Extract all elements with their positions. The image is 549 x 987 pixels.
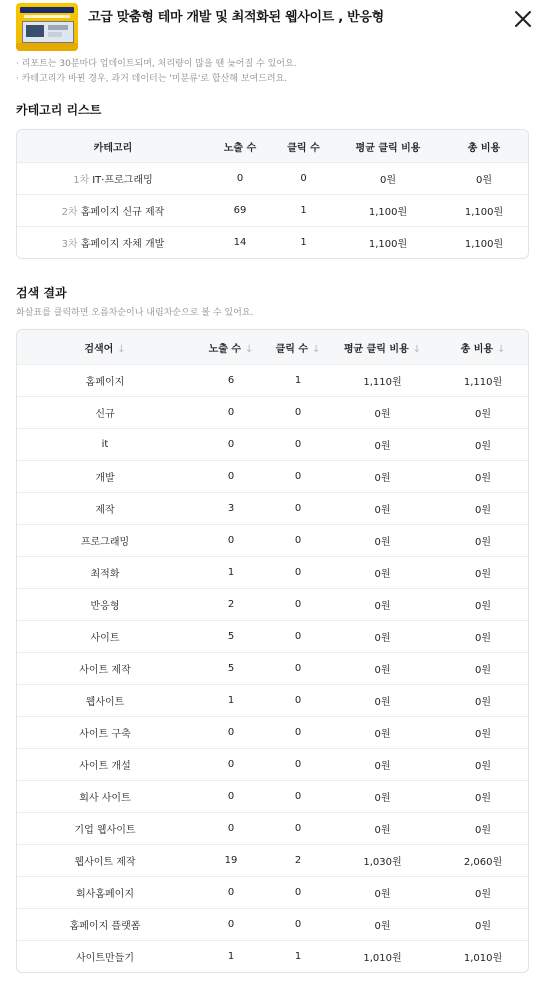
avg-cpc-cell: 0원	[374, 793, 391, 804]
sort-arrow-icon[interactable]: ↓	[497, 343, 506, 355]
avg-cpc-cell: 1,110원	[363, 377, 402, 388]
column-header-label: 평균 클릭 비용	[343, 343, 409, 355]
table-row	[17, 748, 528, 780]
avg-cpc-cell: 0원	[379, 175, 397, 186]
table-header-row	[17, 130, 528, 162]
impressions-cell: 2	[227, 599, 235, 610]
keyword-cell: 기업 웹사이트	[74, 825, 136, 836]
table-row	[17, 908, 528, 940]
total-cost-cell: 0원	[474, 601, 492, 612]
impressions-cell: 69	[233, 205, 247, 216]
impressions-cell: 0	[227, 791, 235, 802]
total-cost-cell: 0원	[474, 889, 492, 900]
clicks-cell: 0	[294, 919, 302, 930]
total-cost-cell: 0원	[474, 409, 492, 420]
report-header	[16, 3, 533, 51]
category-name: 홈페이지 자체 개발	[80, 239, 165, 250]
table-row	[17, 226, 528, 258]
note-line: · 카테고리가 바뀐 경우, 과거 데이터는 '미분류'로 합산해 보여드려요.	[16, 74, 288, 84]
clicks-cell: 0	[294, 759, 302, 770]
close-icon[interactable]	[513, 9, 533, 29]
total-cost-cell: 0원	[474, 697, 492, 708]
column-header-label: 검색어	[84, 343, 114, 355]
clicks-cell: 0	[294, 727, 302, 738]
impressions-cell: 1	[227, 951, 235, 962]
table-row	[17, 364, 528, 396]
column-header-label: 총 비용	[460, 343, 494, 355]
table-row	[17, 844, 528, 876]
keyword-cell: it	[101, 439, 109, 450]
avg-cpc-cell: 0원	[374, 537, 391, 548]
table-row	[17, 652, 528, 684]
category-rank: 3차	[61, 239, 78, 250]
keyword-cell: 사이트 제작	[79, 665, 131, 676]
impressions-cell: 0	[227, 919, 235, 930]
total-cost-cell: 1,010원	[463, 953, 503, 964]
total-cost-cell: 0원	[474, 633, 492, 644]
clicks-cell: 2	[294, 855, 302, 866]
impressions-cell: 0	[227, 887, 235, 898]
keyword-cell: 사이트 구축	[79, 729, 131, 740]
table-row	[17, 524, 528, 556]
category-cell	[17, 235, 209, 250]
keyword-cell: 사이트	[90, 633, 120, 644]
avg-cpc-cell: 0원	[374, 729, 391, 740]
category-section-title: 카테고리 리스트	[16, 103, 102, 117]
column-header: 평균 클릭 비용	[355, 142, 421, 154]
impressions-cell: 0	[227, 471, 235, 482]
avg-cpc-cell: 0원	[374, 697, 391, 708]
clicks-cell: 1	[294, 951, 302, 962]
category-name: IT·프로그래밍	[92, 175, 153, 186]
total-cost-cell: 1,100원	[464, 207, 504, 218]
sort-arrow-icon[interactable]: ↓	[117, 343, 126, 355]
keyword-cell: 사이트 개설	[79, 761, 131, 772]
avg-cpc-cell: 1,100원	[368, 239, 408, 250]
clicks-cell: 0	[294, 887, 302, 898]
table-row	[17, 684, 528, 716]
avg-cpc-cell: 0원	[374, 761, 391, 772]
impressions-cell: 6	[227, 375, 235, 386]
avg-cpc-cell: 0원	[374, 601, 391, 612]
avg-cpc-cell: 0원	[374, 505, 391, 516]
impressions-cell: 0	[227, 823, 235, 834]
sort-header-keyword[interactable]	[17, 340, 193, 355]
sort-header-avg-cpc[interactable]	[327, 340, 438, 355]
clicks-cell: 0	[294, 439, 302, 450]
avg-cpc-cell: 0원	[374, 473, 391, 484]
report-notes	[16, 57, 297, 87]
clicks-cell: 1	[294, 375, 302, 386]
clicks-cell: 0	[294, 663, 302, 674]
search-section-title: 검색 결과	[16, 286, 67, 300]
sort-hint: 화살표를 클릭하면 오름차순이나 내림차순으로 볼 수 있어요.	[16, 308, 254, 318]
table-row	[17, 396, 528, 428]
avg-cpc-cell: 1,030원	[363, 857, 402, 868]
clicks-cell: 0	[294, 823, 302, 834]
total-cost-cell: 0원	[475, 175, 493, 186]
category-name: 홈페이지 신규 제작	[80, 207, 165, 218]
note-line: · 리포트는 30분마다 업데이트되며, 처리량이 많을 땐 늦어질 수 있어요.	[16, 59, 297, 69]
avg-cpc-cell: 0원	[374, 633, 391, 644]
impressions-cell: 0	[227, 727, 235, 738]
avg-cpc-cell: 1,100원	[368, 207, 408, 218]
category-table	[16, 129, 529, 259]
impressions-cell: 3	[227, 503, 235, 514]
keyword-cell: 웹사이트 제작	[74, 857, 136, 868]
impressions-cell: 0	[227, 535, 235, 546]
column-header: 카테고리	[93, 142, 133, 154]
keyword-cell: 프로그래밍	[80, 537, 130, 548]
category-cell	[17, 203, 209, 218]
clicks-cell: 1	[300, 205, 307, 216]
search-results-table	[16, 329, 529, 973]
table-header-row	[17, 330, 528, 364]
total-cost-cell: 0원	[474, 665, 492, 676]
clicks-cell: 0	[294, 535, 302, 546]
clicks-cell: 0	[294, 631, 302, 642]
table-row	[17, 428, 528, 460]
column-header: 노출 수	[223, 142, 257, 154]
total-cost-cell: 1,110원	[463, 377, 503, 388]
keyword-cell: 회사홈페이지	[76, 889, 134, 900]
table-row	[17, 780, 528, 812]
impressions-cell: 1	[227, 567, 235, 578]
keyword-cell: 신규	[95, 409, 115, 420]
avg-cpc-cell: 1,010원	[363, 953, 402, 964]
impressions-cell: 19	[224, 855, 238, 866]
total-cost-cell: 2,060원	[463, 857, 503, 868]
column-header-label: 노출 수	[208, 343, 242, 355]
page-title: 고급 맞춤형 테마 개발 및 최적화된 웹사이트 , 반응형	[88, 10, 384, 25]
table-row	[17, 812, 528, 844]
total-cost-cell: 0원	[474, 473, 492, 484]
keyword-cell: 반응형	[90, 601, 120, 612]
sort-arrow-icon[interactable]: ↓	[312, 343, 321, 355]
total-cost-cell: 0원	[474, 505, 492, 516]
avg-cpc-cell: 0원	[374, 441, 391, 452]
category-rank: 2차	[61, 207, 78, 218]
impressions-cell: 5	[227, 631, 235, 642]
keyword-cell: 최적화	[90, 569, 120, 580]
impressions-cell: 0	[227, 759, 235, 770]
avg-cpc-cell: 0원	[374, 889, 391, 900]
avg-cpc-cell: 0원	[374, 569, 391, 580]
total-cost-cell: 0원	[474, 729, 492, 740]
avg-cpc-cell: 0원	[374, 665, 391, 676]
sort-header-total-cost[interactable]	[438, 340, 528, 355]
table-row	[17, 556, 528, 588]
keyword-cell: 회사 사이트	[79, 793, 131, 804]
clicks-cell: 0	[294, 407, 302, 418]
sort-header-impressions[interactable]	[193, 340, 269, 355]
total-cost-cell: 0원	[474, 441, 492, 452]
clicks-cell: 1	[300, 237, 307, 248]
avg-cpc-cell: 0원	[374, 825, 391, 836]
clicks-cell: 0	[294, 567, 302, 578]
table-row	[17, 194, 528, 226]
gig-thumbnail	[16, 3, 78, 51]
clicks-cell: 0	[300, 173, 307, 184]
clicks-cell: 0	[294, 503, 302, 514]
avg-cpc-cell: 0원	[374, 921, 391, 932]
table-row	[17, 716, 528, 748]
category-rank: 1차	[73, 175, 90, 186]
sort-header-clicks[interactable]	[269, 340, 327, 355]
keyword-cell: 홈페이지	[85, 377, 125, 388]
impressions-cell: 0	[236, 173, 244, 184]
impressions-cell: 1	[227, 695, 235, 706]
keyword-cell: 웹사이트	[85, 697, 125, 708]
clicks-cell: 0	[294, 599, 302, 610]
table-row	[17, 940, 528, 972]
table-row	[17, 492, 528, 524]
total-cost-cell: 0원	[474, 921, 492, 932]
impressions-cell: 0	[227, 407, 235, 418]
total-cost-cell: 0원	[474, 569, 492, 580]
table-row	[17, 460, 528, 492]
table-row	[17, 588, 528, 620]
impressions-cell: 5	[227, 663, 235, 674]
clicks-cell: 0	[294, 791, 302, 802]
clicks-cell: 0	[294, 471, 302, 482]
table-row	[17, 876, 528, 908]
sort-arrow-icon[interactable]: ↓	[412, 343, 422, 355]
impressions-cell: 0	[227, 439, 235, 450]
keyword-cell: 홈페이지 플랫폼	[69, 921, 141, 932]
total-cost-cell: 0원	[474, 537, 492, 548]
column-header: 클릭 수	[287, 142, 320, 154]
keyword-cell: 사이트만들기	[76, 953, 134, 964]
table-row	[17, 162, 528, 194]
keyword-cell: 개발	[95, 473, 115, 484]
column-header: 총 비용	[467, 142, 501, 154]
sort-arrow-icon[interactable]: ↓	[245, 343, 254, 355]
column-header-label: 클릭 수	[275, 343, 309, 355]
impressions-cell: 14	[233, 237, 247, 248]
total-cost-cell: 0원	[474, 825, 492, 836]
clicks-cell: 0	[294, 695, 302, 706]
category-cell	[17, 171, 209, 186]
keyword-cell: 제작	[95, 505, 115, 516]
total-cost-cell: 0원	[474, 793, 492, 804]
table-row	[17, 620, 528, 652]
avg-cpc-cell: 0원	[374, 409, 391, 420]
total-cost-cell: 0원	[474, 761, 492, 772]
total-cost-cell: 1,100원	[464, 239, 504, 250]
